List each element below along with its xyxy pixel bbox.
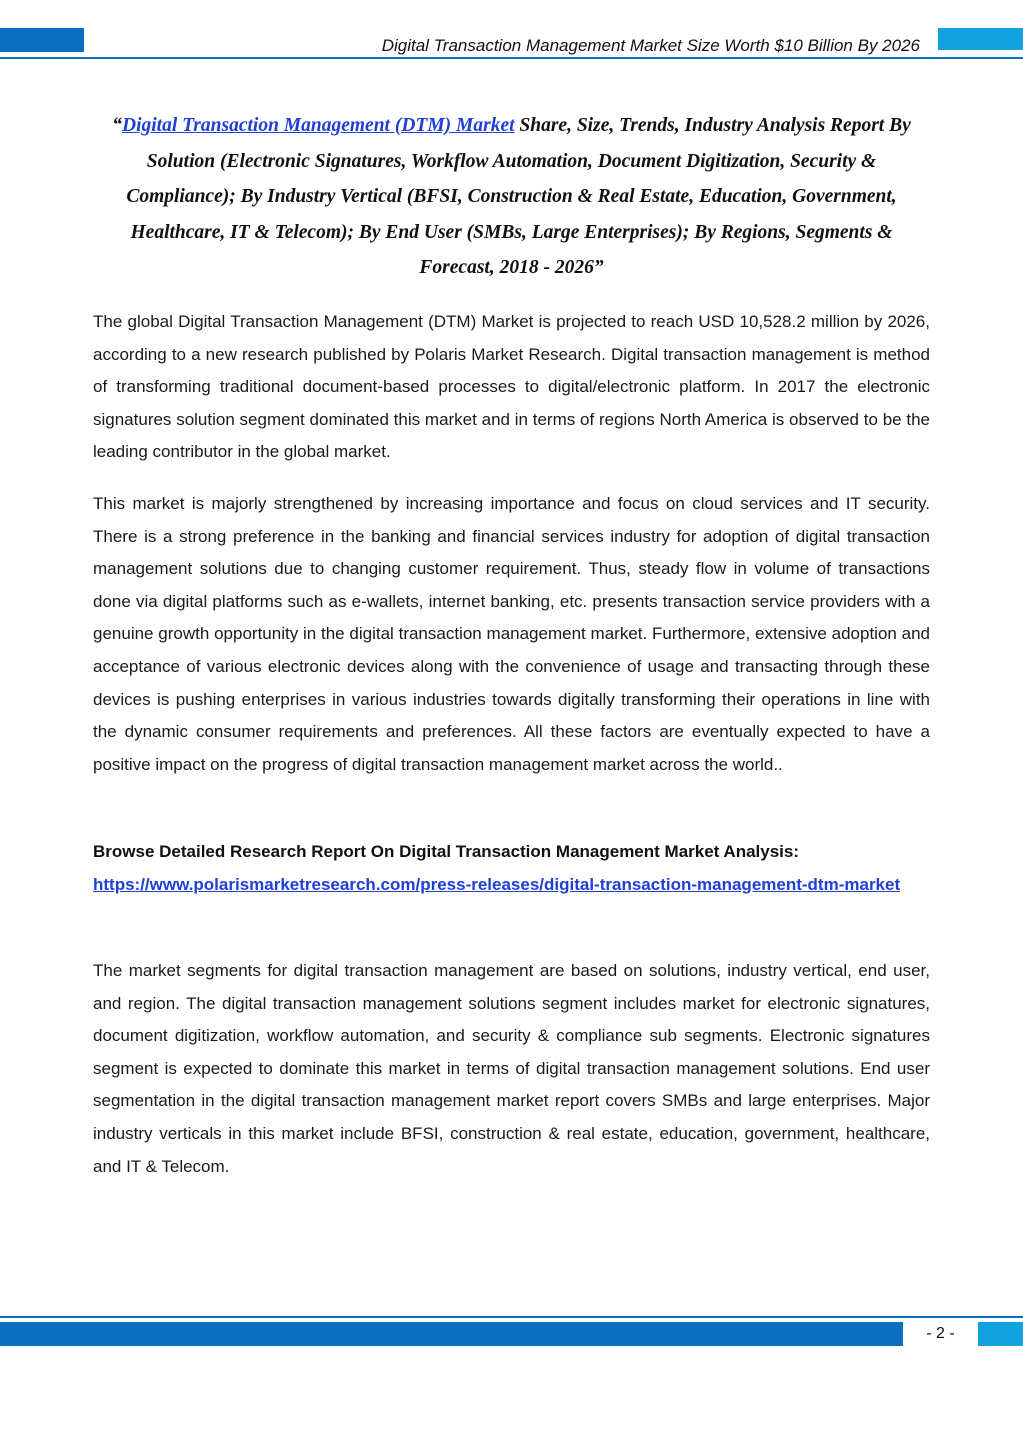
title-open-quote: “ <box>112 115 122 136</box>
header-rule <box>0 57 1023 59</box>
footer-rule <box>0 1316 1023 1318</box>
footer-accent-right <box>978 1322 1023 1346</box>
browse-section <box>93 836 930 901</box>
footer-accent-bar <box>0 1322 903 1346</box>
page-number: - 2 - <box>926 1325 955 1342</box>
header-accent-left <box>0 28 84 52</box>
report-url-link[interactable]: https://www.polarismarketresearch.com/press-releases/digital-transaction-management-dtm-market <box>93 874 901 894</box>
paragraph-market-overview: The global Digital Transaction Management (DTM) Market is projected to reach USD 10,528.2 million by 2026, according to a new research published by Polaris Market Research. Digital transaction management is method of transforming traditional document-based processes to digital/electronic platform. In 2017 the electronic signatures solution segment dominated this market and in terms of regions North America is observed to be the leading contributor in the global market. <box>93 312 930 462</box>
report-title-rest: Share, Size, Trends, Industry Analysis Report By Solution (Electronic Signatures, Workflow Automation, Document Digitization, Security & Compliance); By Industry Vertical (BFSI, Construction & Real Estate, Education, Government, Healthcare, IT & Telecom); By End User (SMBs, Large Enterprises); By Regions, Segments & Forecast, 2018 - 2026” <box>126 115 911 278</box>
report-title <box>93 108 930 286</box>
report-title-link[interactable]: Digital Transaction Management (DTM) Market <box>121 115 515 136</box>
browse-label: Browse Detailed Research Report On Digital Transaction Management Market Analysis: <box>93 842 800 861</box>
header-title: Digital Transaction Management Market Size Worth $10 Billion By 2026 <box>381 36 920 55</box>
paragraph-growth-drivers: This market is majorly strengthened by increasing importance and focus on cloud services and IT security. There is a strong preference in the banking and financial services industry for adoption of digital transaction management solutions due to changing customer requirement. Thus, steady flow in volume of transactions done via digital platforms such as e-wallets, internet banking, etc. presents transaction service providers with a genuine growth opportunity in the digital transaction management market. Furthermore, extensive adoption and acceptance of various electronic devices along with the convenience of usage and transacting through these devices is pushing enterprises in various industries towards digitally transforming their operations in line with the dynamic consumer requirements and preferences. All these factors are eventually expected to have a positive impact on the progress of digital transaction management market across the world.. <box>93 494 930 774</box>
header-accent-right <box>938 28 1023 50</box>
paragraph-market-segments: The market segments for digital transaction management are based on solutions, industry vertical, end user, and region. The digital transaction management solutions segment includes market for electronic signatures, document digitization, workflow automation, and security & compliance sub segments. Electronic signatures segment is expected to dominate this market in terms of digital transaction management solutions. End user segmentation in the digital transaction management market report covers SMBs and large enterprises. Major industry verticals in this market include BFSI, construction & real estate, education, government, healthcare, and IT & Telecom. <box>93 961 930 1176</box>
